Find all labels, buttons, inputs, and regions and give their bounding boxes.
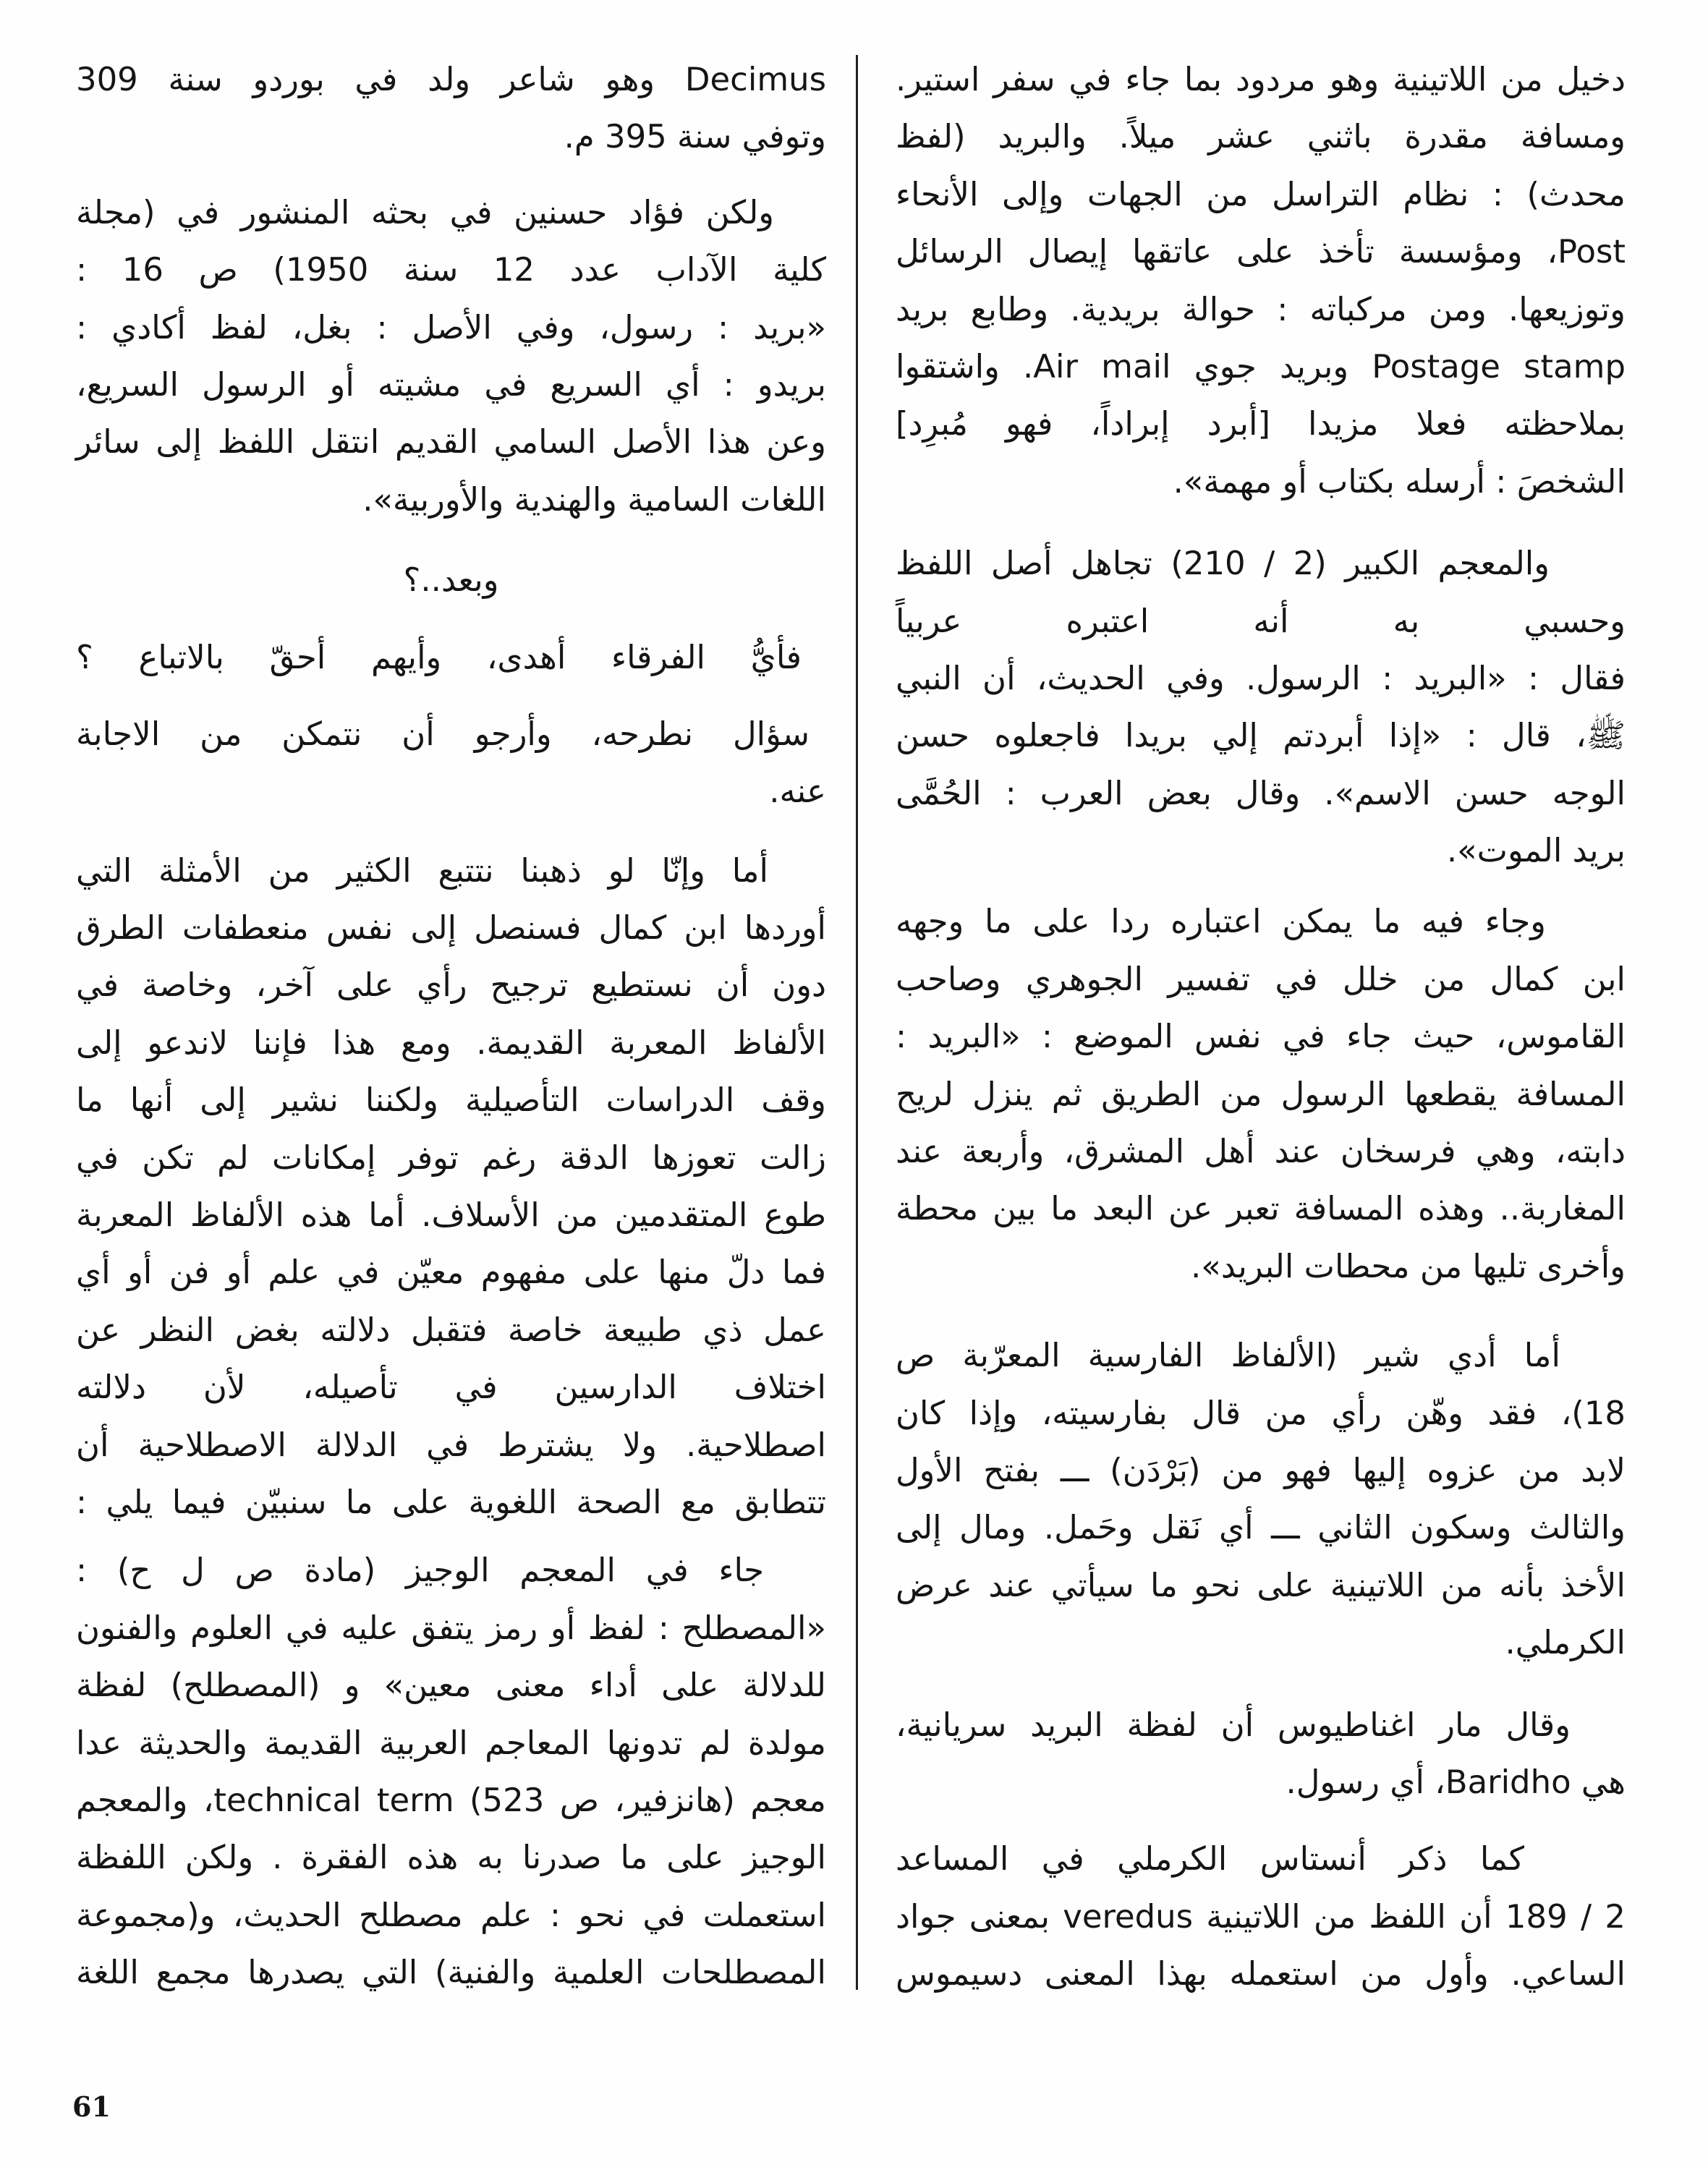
text-line: 18)، فقد وهّن رأي من قال بفارسيته، وإذا كان [896, 1393, 1626, 1432]
text-line: كما ذكر أنستاس الكرملي في المساعد [896, 1839, 1524, 1878]
section-break [76, 551, 826, 608]
text-line: وتوزيعها. ومن مركباته : حوالة بريدية. وطابع بريد [896, 289, 1626, 328]
text-line: وعن هذا الأصل السامي القديم انتقل اللفظ إلى سائر [76, 422, 826, 461]
text-line: للدلالة على أداء معنى معين» و (المصطلح) لفظة [76, 1666, 826, 1705]
text-line: دخيل من اللاتينية وهو مردود بما جاء في سفر استير. [896, 60, 1626, 98]
text-line: الكرملي. [1505, 1623, 1626, 1662]
text-line: تتطابق مع الصحة اللغوية على ما سنبيّن فيما يلي : [76, 1482, 826, 1521]
text-line: هي Baridho، أي رسول. [1286, 1762, 1626, 1801]
text-line: محدث) : نظام التراسل من الجهات وإلى الأنحاء [896, 174, 1626, 213]
text-line: الساعي. وأول من استعمله بهذا المعنى دسيموس [896, 1954, 1626, 1993]
text-line: عمل ذي طبيعة خاصة فتقبل دلالته بغض النظر عن [76, 1310, 826, 1349]
text-line: اللغات السامية والهندية والأوربية». [362, 480, 826, 519]
text-line: «المصطلح : لفظ أو رمز يتفق عليه في العلوم والفنون [76, 1608, 826, 1647]
text-line: عنه. [769, 772, 826, 811]
text-line: الأخذ بأنه من اللاتينية على نحو ما سيأتي عند عرض [896, 1565, 1626, 1604]
text-line: القاموس، حيث جاء في نفس الموضع : «البريد : [896, 1017, 1626, 1056]
text-line: وقال مار اغناطيوس أن لفظة البريد سريانية، [896, 1705, 1571, 1744]
text-line: سؤال نطرحه، وأرجو أن نتمكن من الاجابة [76, 714, 810, 753]
text-line: وأخرى تليها من محطات البريد». [1190, 1246, 1626, 1285]
text-line: فما دلّ منها على مفهوم معيّن في علم أو فن أو أي [76, 1253, 826, 1292]
text-line: الوجيز على ما صدرنا به هذه الفقرة . ولكن اللفظة [76, 1838, 826, 1877]
text-line: أوردها ابن كمال فسنصل إلى نفس منعطفات الطرق [76, 908, 826, 948]
text-line: أما أدي شير (الألفاظ الفارسية المعرّبة ص [896, 1336, 1560, 1375]
text-line: ولكن فؤاد حسنين في بحثه المنشور في (مجلة [76, 192, 774, 231]
text-line: طوع المتقدمين من الأسلاف. أما هذه الألفاظ المعربة [76, 1196, 826, 1235]
text-line: «بريد : رسول، وفي الأصل : بغل، لفظ أكادي : [76, 307, 826, 346]
text-line: المسافة يقطعها الرسول من الطريق ثم ينزل لريح [896, 1074, 1626, 1113]
paragraph [76, 842, 826, 1531]
text-line: دون أن نستطيع ترجيح رأي على آخر، وخاصة في [76, 966, 826, 1005]
right-column [896, 51, 1626, 2003]
text-line: بريدو : أي السريع في مشيته أو الرسول السريع، [76, 365, 826, 404]
text-line: المصطلحات العلمية والفنية) التي يصدرها مجمع اللغة [76, 1953, 826, 1992]
paragraph [76, 184, 826, 528]
section-heading: وبعد..؟ [403, 561, 499, 600]
text-line: لابد من عزوه إليها فهو من (بَرْدَن) ـــ بفتح الأول [896, 1450, 1626, 1489]
text-line: الألفاظ المعربة القديمة. ومع هذا فإننا لاندعو إلى [76, 1023, 826, 1062]
paragraph [896, 51, 1626, 510]
paragraph [896, 1696, 1626, 1811]
paragraph [896, 1830, 1626, 2002]
text-line: Postage stamp وبريد جوي Air mail. واشتقوا [896, 346, 1626, 386]
paragraph [76, 51, 826, 166]
text-line: فقال : «البريد : الرسول. وفي الحديث، أن النبي [896, 658, 1626, 697]
text-line: وجاء فيه ما يمكن اعتباره ردا على ما وجهه [896, 902, 1546, 941]
text-line: وقف الدراسات التأصيلية ولكننا نشير إلى أنها ما [76, 1081, 826, 1120]
left-column [76, 51, 826, 2001]
paragraph [896, 893, 1626, 1295]
paragraph [76, 1541, 826, 2001]
text-line: المغاربة.. وهذه المسافة تعبر عن البعد ما بين محطة [896, 1189, 1626, 1228]
paragraph [896, 1327, 1626, 1671]
text-line: وحسبي به أنه اعتبره عربياً [896, 601, 1626, 640]
text-line: بريد الموت». [1446, 831, 1626, 870]
text-line: بملاحظته فعلا مزيدا [أبرد إبراداً، فهو مُبرِد] [896, 404, 1626, 443]
text-line: استعملت في نحو : علم مصطلح الحديث، و(مجموعة [76, 1895, 826, 1934]
text-line: أما وإنّا لو ذهبنا نتتبع الكثير من الأمثلة التي [76, 851, 768, 890]
text-line: ابن كمال من خلل في تفسير الجوهري وصاحب [896, 959, 1626, 998]
text-line: والمعجم الكبير (2 / 210) تجاهل أصل اللفظ [896, 544, 1550, 583]
text-line: وتوفي سنة 395 م. [564, 117, 826, 156]
paragraph [76, 629, 826, 686]
text-line: ﷺ، قال : «إذا أبردتم إلي بريدا فاجعلوه حسن [896, 716, 1626, 755]
text-line: كلية الآداب عدد 12 سنة 1950) ص 16 : [76, 250, 826, 289]
text-line: جاء في المعجم الوجيز (مادة ص ل ح) : [76, 1551, 764, 1590]
page-number: 61 [72, 2090, 111, 2123]
text-line: ومسافة مقدرة باثني عشر ميلاً. والبريد (لفظ [896, 117, 1626, 156]
text-line: دابته، وهي فرسخان عند أهل المشرق، وأربعة عند [896, 1132, 1626, 1171]
text-line: الوجه حسن الاسم». وقال بعض العرب : الحُمَّى [896, 773, 1626, 812]
paragraph [896, 535, 1626, 879]
text-line: معجم (هانزفير، ص 523) technical term، والمعجم [76, 1780, 826, 1819]
text-line: الشخصَ : أرسله بكتاب أو مهمة». [1173, 461, 1626, 501]
text-line: 2 / 189 أن اللفظ من اللاتينية veredus بمعنى جواد [896, 1897, 1626, 1936]
text-line: مولدة لم تدونها المعاجم العربية القديمة والحديثة عدا [76, 1723, 826, 1762]
text-line: فأيُّ الفرقاء أهدى، وأيهم أحقّ بالاتباع ؟ [76, 637, 802, 676]
text-line: اختلاف الدارسين في تأصيله، لأن دلالته [76, 1368, 826, 1407]
text-line: زالت تعوزها الدقة رغم توفر إمكانات لم تكن في [76, 1138, 826, 1177]
text-line: والثالث وسكون الثاني ـــ أي نَقل وحَمل. ومال إلى [896, 1508, 1626, 1547]
column-divider [856, 55, 858, 1990]
paragraph [76, 705, 826, 820]
text-line: Post، ومؤسسة تأخذ على عاتقها إيصال الرسائل [896, 232, 1626, 271]
text-line: اصطلاحية. ولا يشترط في الدلالة الاصطلاحية أن [76, 1425, 826, 1464]
text-line: Decimus وهو شاعر ولد في بوردو سنة 309 [76, 60, 826, 98]
